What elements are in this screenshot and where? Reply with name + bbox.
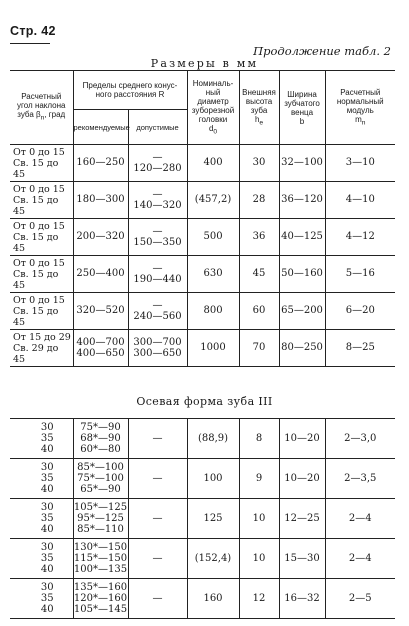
angle-cell: От 0 до 15 Св. 15 до 45 (10, 182, 73, 219)
diameter-cell: 500 (187, 219, 239, 256)
width-cell: 40—125 (279, 219, 325, 256)
width-cell: 80—250 (279, 330, 325, 367)
module-cell: 2—3,0 (325, 419, 395, 459)
height-cell: 45 (239, 256, 279, 293)
height-cell: 10 (239, 499, 279, 539)
diameter-cell: 400 (187, 145, 239, 182)
height-cell: 9 (239, 459, 279, 499)
table-row (10, 499, 395, 539)
allowed-cell: — 240—560 (128, 293, 187, 330)
angle-cell: От 0 до 15 Св. 15 до 45 (10, 145, 73, 182)
recommended-cell: 250—400 (73, 256, 128, 293)
header-recommended: рекомендуемые (73, 110, 128, 145)
section-title: Осевая форма зуба III (136, 395, 273, 408)
table-row (10, 579, 395, 619)
module-cell: 6—20 (325, 293, 395, 330)
table-row (10, 256, 395, 293)
width-cell: 10—20 (279, 419, 325, 459)
recommended-cell: 130*—150 115*—150 100*—135 (73, 539, 128, 579)
diameter-cell: (88,9) (187, 419, 239, 459)
table-row (10, 219, 395, 256)
module-cell: 2—5 (325, 579, 395, 619)
header-cone-distance-limits: Пределы среднего конус- ного расстояния R (73, 71, 187, 110)
header-cutter-diameter: Номиналь- ный диаметр зуборезной головки $d_0$ (187, 71, 239, 145)
height-cell: 12 (239, 579, 279, 619)
table-row (10, 419, 395, 459)
angle-cell: 30 35 40 (10, 419, 73, 459)
allowed-cell: — (128, 459, 187, 499)
allowed-cell: — (128, 499, 187, 539)
height-cell: 28 (239, 182, 279, 219)
angle-cell: 30 35 40 (10, 499, 73, 539)
width-cell: 50—160 (279, 256, 325, 293)
recommended-cell: 75*—90 68*—90 60*—80 (73, 419, 128, 459)
width-cell: 65—200 (279, 293, 325, 330)
allowed-cell: — 150—350 (128, 219, 187, 256)
module-cell: 2—4 (325, 539, 395, 579)
module-cell: 2—4 (325, 499, 395, 539)
angle-cell: 30 35 40 (10, 459, 73, 499)
recommended-cell: 105*—125 95*—125 85*—110 (73, 499, 128, 539)
header-tooth-height: Внешняя высота зуба $h_e$ (239, 71, 279, 145)
diameter-cell: 100 (187, 459, 239, 499)
table-row (10, 145, 395, 182)
height-cell: 60 (239, 293, 279, 330)
allowed-cell: — (128, 579, 187, 619)
header-angle: Расчетный угол наклона зуба $\beta_n$, град (10, 71, 73, 145)
allowed-cell: — (128, 419, 187, 459)
module-cell: 4—12 (325, 219, 395, 256)
angle-cell: 30 35 40 (10, 579, 73, 619)
height-cell: 36 (239, 219, 279, 256)
angle-cell: От 0 до 15 Св. 15 до 45 (10, 219, 73, 256)
module-cell: 2—3,5 (325, 459, 395, 499)
angle-cell: От 0 до 15 Св. 15 до 45 (10, 293, 73, 330)
diameter-cell: (152,4) (187, 539, 239, 579)
header-face-width: Ширина зубчатого венца b (279, 71, 325, 145)
height-cell: 10 (239, 539, 279, 579)
table-continuation-note: Продолжение табл. 2 (253, 44, 391, 58)
recommended-cell: 180—300 (73, 182, 128, 219)
angle-cell: От 15 до 29 Св. 29 до 45 (10, 330, 73, 367)
diameter-cell: (457,2) (187, 182, 239, 219)
header-normal-module: Расчетный нормальный модуль $m_n$ (325, 71, 395, 145)
module-cell: 8—25 (325, 330, 395, 367)
page-number-underline (10, 43, 50, 44)
recommended-cell: 400—700 400—650 (73, 330, 128, 367)
width-cell: 12—25 (279, 499, 325, 539)
allowed-cell: — 140—320 (128, 182, 187, 219)
table-row (10, 330, 395, 367)
table-row (10, 182, 395, 219)
gear-parameters-table (10, 70, 395, 367)
module-cell: 3—10 (325, 145, 395, 182)
diameter-cell: 800 (187, 293, 239, 330)
diameter-cell: 125 (187, 499, 239, 539)
height-cell: 30 (239, 145, 279, 182)
table-row (10, 459, 395, 499)
recommended-cell: 135*—160 120*—160 105*—145 (73, 579, 128, 619)
allowed-cell: — 120—280 (128, 145, 187, 182)
width-cell: 32—100 (279, 145, 325, 182)
width-cell: 16—32 (279, 579, 325, 619)
height-cell: 8 (239, 419, 279, 459)
table-row (10, 293, 395, 330)
recommended-cell: 160—250 (73, 145, 128, 182)
diameter-cell: 160 (187, 579, 239, 619)
allowed-cell: 300—700 300—650 (128, 330, 187, 367)
table-row (10, 539, 395, 579)
header-allowed: допустимые (128, 110, 187, 145)
module-cell: 5—16 (325, 256, 395, 293)
units-caption: Размеры в мм (150, 57, 259, 70)
allowed-cell: — 190—440 (128, 256, 187, 293)
diameter-cell: 1000 (187, 330, 239, 367)
module-cell: 4—10 (325, 182, 395, 219)
angle-cell: 30 35 40 (10, 539, 73, 579)
recommended-cell: 85*—100 75*—100 65*—90 (73, 459, 128, 499)
recommended-cell: 200—320 (73, 219, 128, 256)
width-cell: 15—30 (279, 539, 325, 579)
allowed-cell: — (128, 539, 187, 579)
width-cell: 36—120 (279, 182, 325, 219)
angle-cell: От 0 до 15 Св. 15 до 45 (10, 256, 73, 293)
page-number: Стр. 42 (10, 24, 56, 38)
axial-tooth-form-table (10, 418, 395, 619)
diameter-cell: 630 (187, 256, 239, 293)
height-cell: 70 (239, 330, 279, 367)
recommended-cell: 320—520 (73, 293, 128, 330)
width-cell: 10—20 (279, 459, 325, 499)
